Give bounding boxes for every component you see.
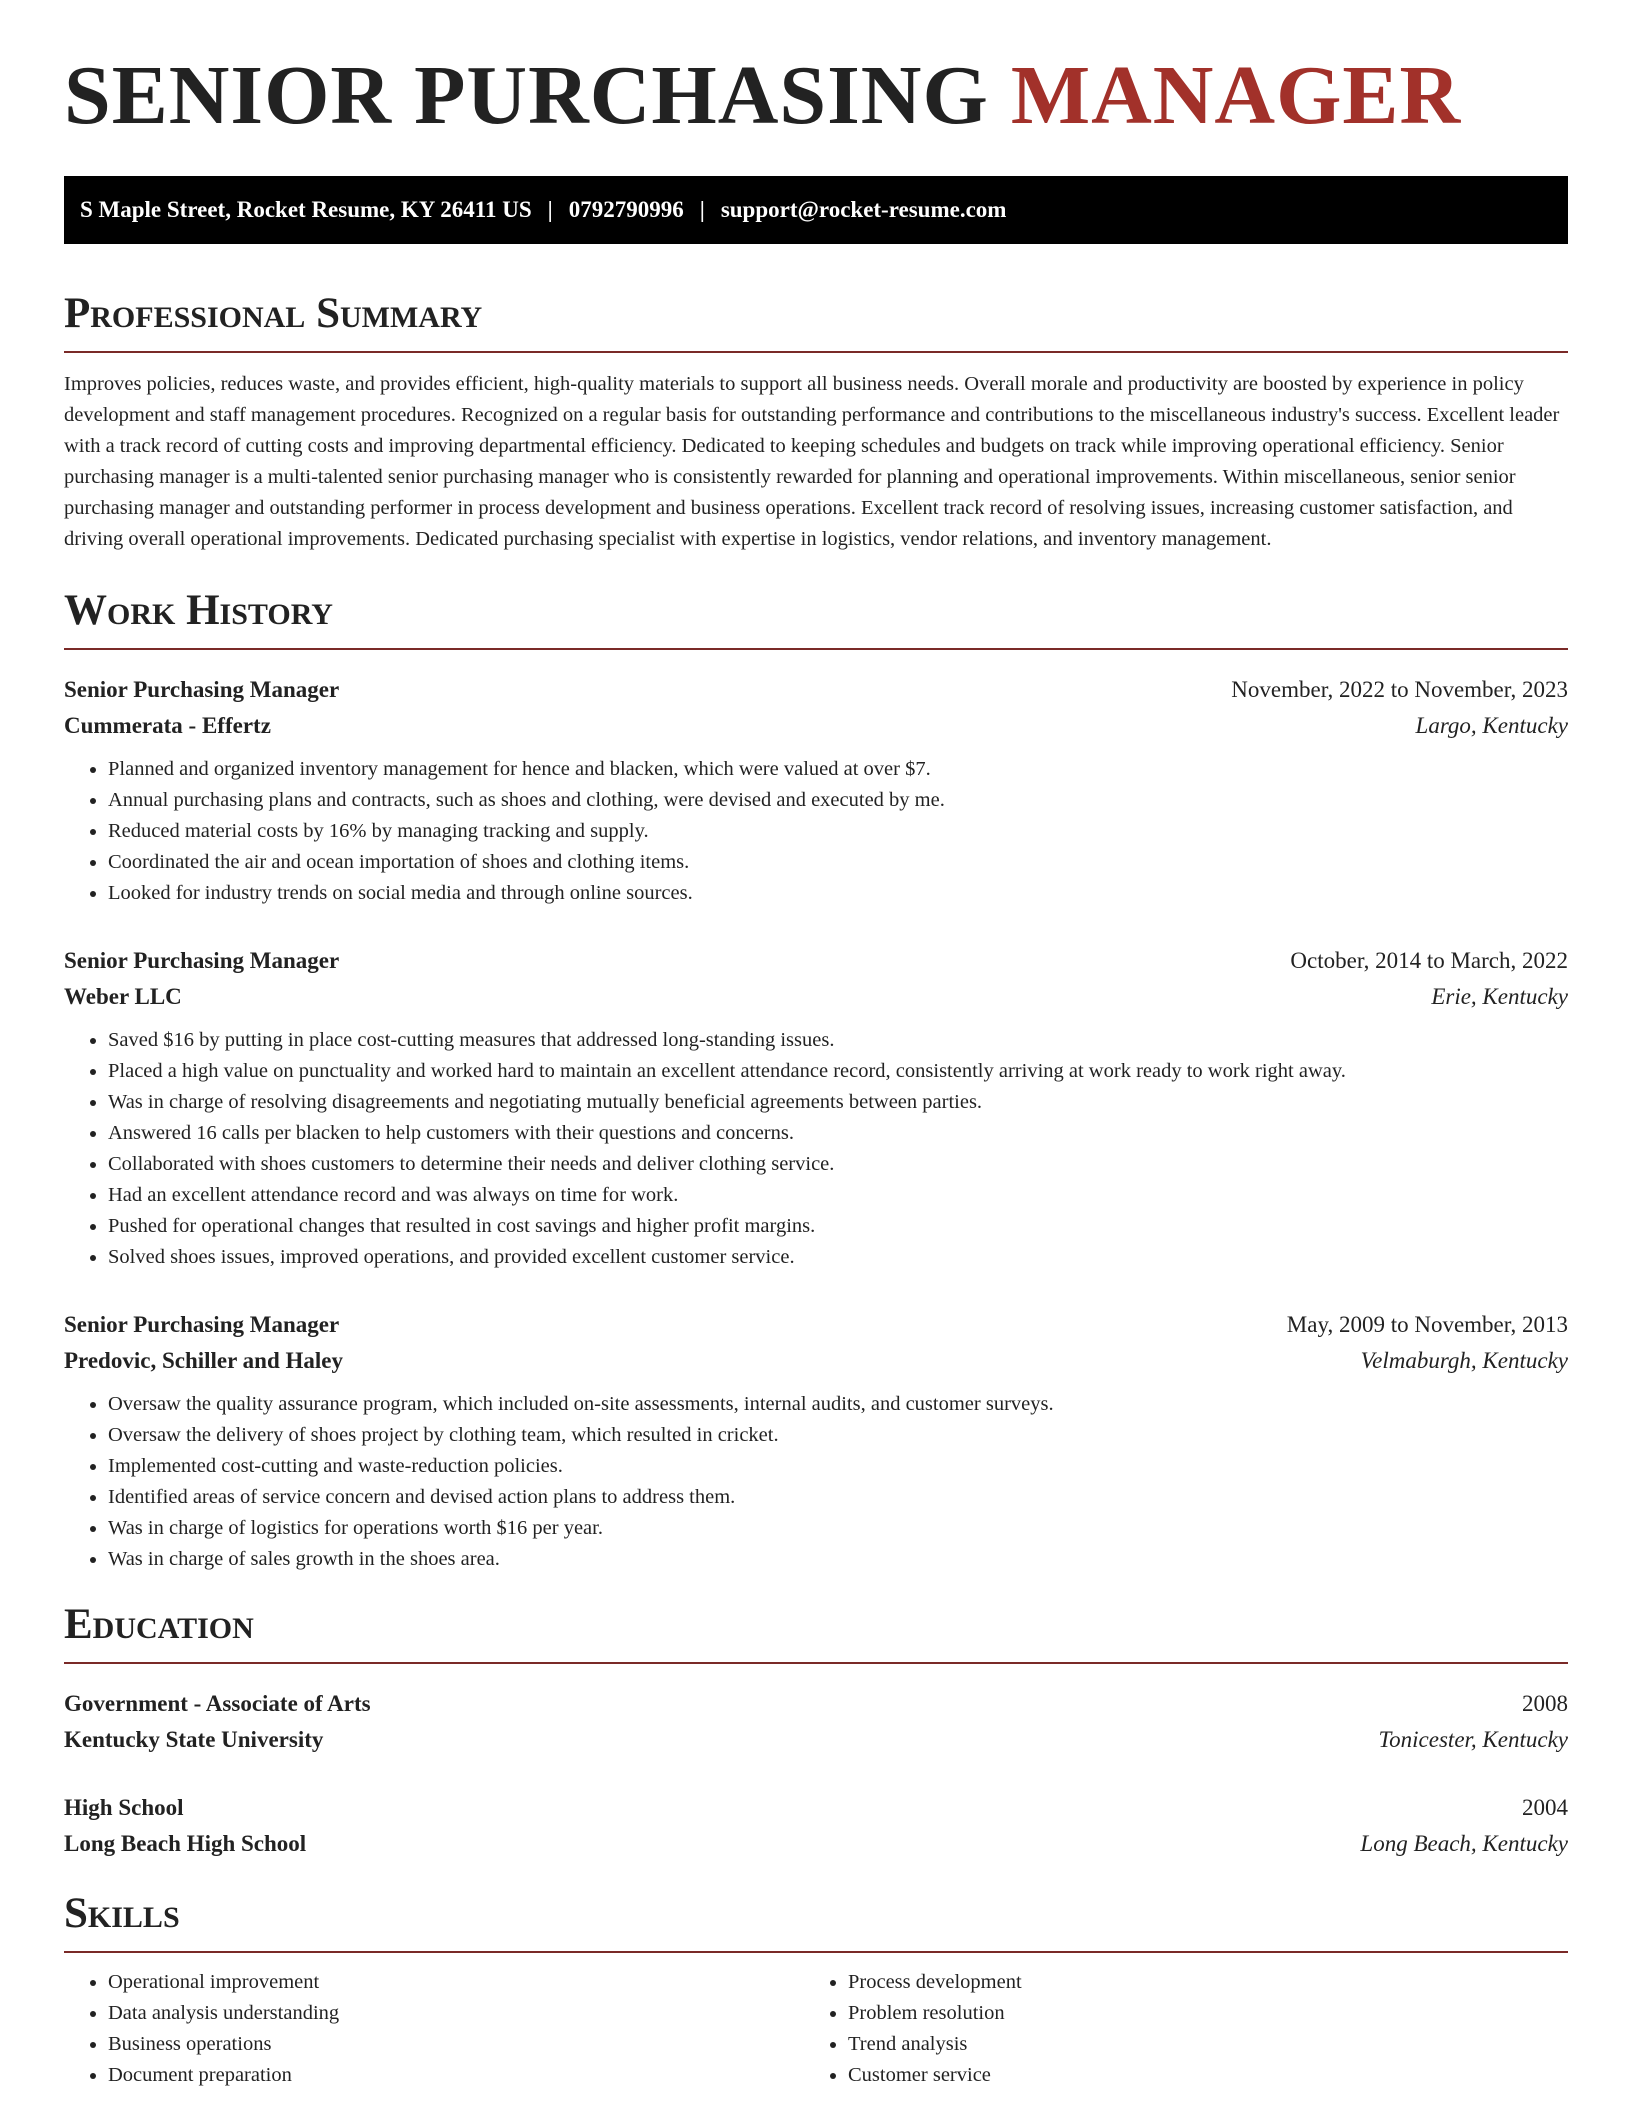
job-bullet: • Implemented cost-cutting and waste-reduction policies. [108, 1451, 1568, 1482]
name-first: SENIOR PURCHASING [64, 49, 989, 142]
job-dates: October, 2014 to March, 2022 [1290, 948, 1568, 973]
job-bullet: • Identified areas of service concern and devised action plans to address them. [108, 1482, 1568, 1513]
summary-section [64, 292, 1568, 555]
job-bullet: • Answered 16 calls per blacken to help customers with their questions and concerns. [108, 1118, 1568, 1149]
job-role: Senior Purchasing Manager [64, 677, 340, 702]
job-bullet: • Coordinated the air and ocean importation of shoes and clothing items. [108, 847, 1568, 878]
skill-item: • Business operations [108, 2029, 804, 2060]
contact-bar [64, 176, 1568, 244]
job-company: Cummerata - Effertz [64, 713, 271, 738]
work-history-section [64, 589, 1568, 1575]
job-location: Velmaburgh, Kentucky [1360, 1348, 1568, 1373]
job-bullet: • Reduced material costs by 16% by managing tracking and supply. [108, 816, 1568, 847]
job-role: Senior Purchasing Manager [64, 1312, 340, 1337]
contact-separator: | [699, 197, 705, 222]
job-bullet: • Was in charge of resolving disagreements and negotiating mutually beneficial agreements between parties. [108, 1087, 1568, 1118]
job-bullet: • Planned and organized inventory management for hence and blacken, which were valued at over $7. [108, 754, 1568, 785]
contact-email[interactable]: support@rocket-resume.com [720, 197, 1007, 222]
edu-year: 2004 [1522, 1795, 1568, 1820]
job-bullet: • Oversaw the delivery of shoes project by clothing team, which resulted in cricket. [108, 1420, 1568, 1451]
skills-columns [64, 1967, 1568, 2091]
contact-address: S Maple Street, Rocket Resume, KY 26411 US [80, 197, 532, 222]
job-bullet: • Collaborated with shoes customers to determine their needs and deliver clothing service. [108, 1149, 1568, 1180]
edu-degree: Government - Associate of Arts [64, 1691, 371, 1716]
job-dates: November, 2022 to November, 2023 [1231, 677, 1568, 702]
education-section [64, 1603, 1568, 1862]
job-bullet: • Pushed for operational changes that resulted in cost savings and higher profit margins. [108, 1211, 1568, 1242]
skill-item: • Operational improvement [108, 1967, 804, 1998]
edu-school: Kentucky State University [64, 1727, 324, 1752]
skill-item: • Trend analysis [848, 2029, 1544, 2060]
job-bullet: • Placed a high value on punctuality and worked hard to maintain an excellent attendance record, consistently arriving at work ready to work right away. [108, 1056, 1568, 1087]
summary-text: Improves policies, reduces waste, and provides efficient, high-quality materials to support all business needs. Overall morale and productivity are boosted by experience in policy development and staff management procedures. Recognized on a regular basis for outstanding performance and contributions to the miscellaneous industry's success. Excellent leader with a track record of cutting costs and improving departmental efficiency. Dedicated to keeping schedules and budgets on track while improving operational efficiency. Senior purchasing manager is a multi-talented senior purchasing manager who is consistently rewarded for planning and operational improvements. Within miscellaneous, senior senior purchasing manager and outstanding performer in process development and business operations. Excellent track record of resolving issues, increasing customer satisfaction, and driving overall operational improvements. Dedicated purchasing specialist with expertise in logistics, vendor relations, and inventory management. [64, 373, 1560, 550]
job-bullet: • Annual purchasing plans and contracts, such as shoes and clothing, were devised and executed by me. [108, 785, 1568, 816]
resume-page [64, 0, 1568, 2091]
edu-location: Long Beach, Kentucky [1360, 1831, 1568, 1856]
education-entry [64, 1686, 1568, 1758]
skill-item: • Customer service [848, 2060, 1544, 2091]
job-bullet: • Solved shoes issues, improved operations, and provided excellent customer service. [108, 1242, 1568, 1273]
job-company: Predovic, Schiller and Haley [64, 1348, 343, 1373]
skill-item: • Data analysis understanding [108, 1998, 804, 2029]
skills-list-right [804, 1967, 1544, 2091]
job-location: Largo, Kentucky [1415, 713, 1568, 738]
job-role: Senior Purchasing Manager [64, 948, 340, 973]
job-bullet: • Oversaw the quality assurance program, which included on-site assessments, internal audits, and customer surveys. [108, 1389, 1568, 1420]
edu-degree: High School [64, 1795, 184, 1820]
job-bullets [64, 754, 1568, 909]
section-title-work: Work History [64, 589, 1568, 650]
skills-list-left [64, 1967, 804, 2091]
job-entry [64, 672, 1568, 909]
job-location: Erie, Kentucky [1431, 984, 1568, 1009]
skill-item: • Process development [848, 1967, 1544, 1998]
job-bullets [64, 1389, 1568, 1575]
contact-separator: | [547, 197, 553, 222]
job-bullet: • Was in charge of logistics for operations worth $16 per year. [108, 1513, 1568, 1544]
job-bullet: • Was in charge of sales growth in the shoes area. [108, 1544, 1568, 1575]
job-entry [64, 1307, 1568, 1575]
section-title-summary: Professional Summary [64, 292, 1568, 353]
job-dates: May, 2009 to November, 2013 [1286, 1312, 1568, 1337]
education-entry [64, 1790, 1568, 1862]
resume-name [64, 0, 1568, 176]
contact-phone: 0792790996 [568, 197, 684, 222]
job-bullet: • Saved $16 by putting in place cost-cutting measures that addressed long-standing issues. [108, 1025, 1568, 1056]
job-entry [64, 943, 1568, 1273]
job-company: Weber LLC [64, 984, 182, 1009]
name-last: MANAGER [1010, 49, 1462, 142]
edu-year: 2008 [1522, 1691, 1568, 1716]
edu-location: Tonicester, Kentucky [1378, 1727, 1568, 1752]
job-bullets [64, 1025, 1568, 1273]
skills-section [64, 1892, 1568, 2091]
skill-item: • Document preparation [108, 2060, 804, 2091]
edu-school: Long Beach High School [64, 1831, 307, 1856]
section-title-education: Education [64, 1603, 1568, 1664]
job-bullet: • Looked for industry trends on social media and through online sources. [108, 878, 1568, 909]
section-title-skills: Skills [64, 1892, 1568, 1953]
job-bullet: • Had an excellent attendance record and was always on time for work. [108, 1180, 1568, 1211]
skill-item: • Problem resolution [848, 1998, 1544, 2029]
